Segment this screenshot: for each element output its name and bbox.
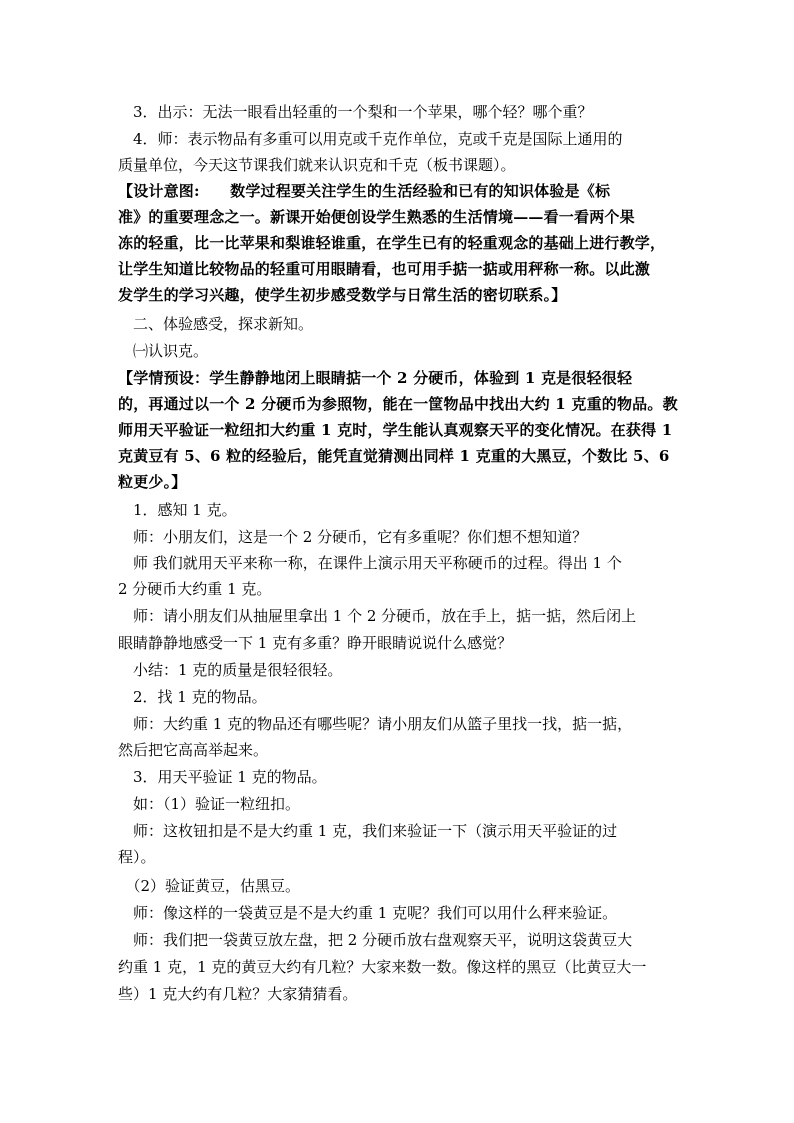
section-heading: 二、体验感受，探求新知。 xyxy=(118,315,314,333)
text-line: 师：我们把一袋黄豆放左盘，把 2 分硬币放右盘观察天平，说明这袋黄豆大 xyxy=(118,931,633,949)
learning-preview-line: 克黄豆有 5、6 粒的经验后，能凭直觉猜测出同样 1 克重的大黑豆，个数比 5、6 xyxy=(118,447,670,465)
subsection-heading: ㈠认识克。 xyxy=(118,342,209,360)
text-line: （2）验证黄豆，估黑豆。 xyxy=(118,877,301,895)
text-line: 约重 1 克，1 克的黄豆大约有几粒？大家来数一数。像这样的黑豆（比黄豆大一 xyxy=(118,958,647,976)
design-intent-line: 准》的重要理念之一。新课开始便创设学生熟悉的生活情境——看一看两个果 xyxy=(118,208,635,226)
design-intent-line: 【设计意图: 数学过程要关注学生的生活经验和已有的知识体验是《标 xyxy=(118,182,611,200)
text-line: 师：像这样的一袋黄豆是不是大约重 1 克呢？我们可以用什么秤来验证。 xyxy=(118,904,618,922)
learning-preview-line: 师用天平验证一粒纽扣大约重 1 克时，学生能认真观察天平的变化情况。在获得 1 xyxy=(118,421,673,439)
design-intent-line: 发学生的学习兴趣，使学生初步感受数学与日常生活的密切联系。】 xyxy=(118,286,567,304)
text-line: 师：大约重 1 克的物品还有哪些呢？请小朋友们从篮子里找一找，掂一掂， xyxy=(118,715,633,733)
step-heading: 1．感知 1 克。 xyxy=(118,501,237,519)
learning-preview-line: 粒更少。】 xyxy=(118,473,187,491)
step-heading: 3．用天平验证 1 克的物品。 xyxy=(118,768,327,786)
text-line: 师：请小朋友们从抽屉里拿出 1 个 2 分硬币，放在手上，掂一掂，然后闭上 xyxy=(118,607,637,625)
text-line: 眼睛静静地感受一下 1 克有多重？睁开眼睛说说什么感觉？ xyxy=(118,634,513,652)
learning-preview-line: 【学情预设：学生静静地闭上眼睛掂一个 2 分硬币，体验到 1 克是很轻很轻 xyxy=(118,369,633,387)
text-line: 师 我们就用天平来称一称，在课件上演示用天平称硬币的过程。得出 1 个 xyxy=(118,554,622,572)
text-line: 然后把它高高举起来。 xyxy=(118,741,269,759)
text-line: 3．出示：无法一眼看出轻重的一个梨和一个苹果，哪个轻？哪个重？ xyxy=(118,103,593,121)
text-line: 师：这枚钮扣是不是大约重 1 克，我们来验证一下（演示用天平验证的过 xyxy=(118,822,618,840)
learning-preview-line: 的，再通过以一个 2 分硬币为参照物，能在一筐物品中找出大约 1 克重的物品。教 xyxy=(118,395,678,413)
step-heading: 2．找 1 克的物品。 xyxy=(118,688,267,706)
summary-line: 小结：1 克的质量是很轻很轻。 xyxy=(118,661,343,679)
text-line: 程）。 xyxy=(118,848,156,866)
text-line: 师：小朋友们，这是一个 2 分硬币，它有多重呢？你们想不想知道？ xyxy=(118,528,588,546)
design-intent-line: 让学生知道比较物品的轻重可用眼睛看，也可用手掂一掂或用秤称一称。以此激 xyxy=(118,260,651,278)
text-line: 些）1 克大约有几粒？大家猜猜看。 xyxy=(118,985,358,1003)
text-line: 2 分硬币大约重 1 克。 xyxy=(118,580,272,598)
design-intent-line: 冻的轻重，比一比苹果和梨谁轻谁重，在学生已有的轻重观念的基础上进行教学， xyxy=(118,234,666,252)
text-line: 如：（1）验证一粒纽扣。 xyxy=(118,795,301,813)
text-line: 4．师：表示物品有多重可以用克或千克作单位，克或千克是国际上通用的 xyxy=(118,130,623,148)
text-line: 质量单位，今天这节课我们就来认识克和千克（板书课题）。 xyxy=(118,156,516,174)
